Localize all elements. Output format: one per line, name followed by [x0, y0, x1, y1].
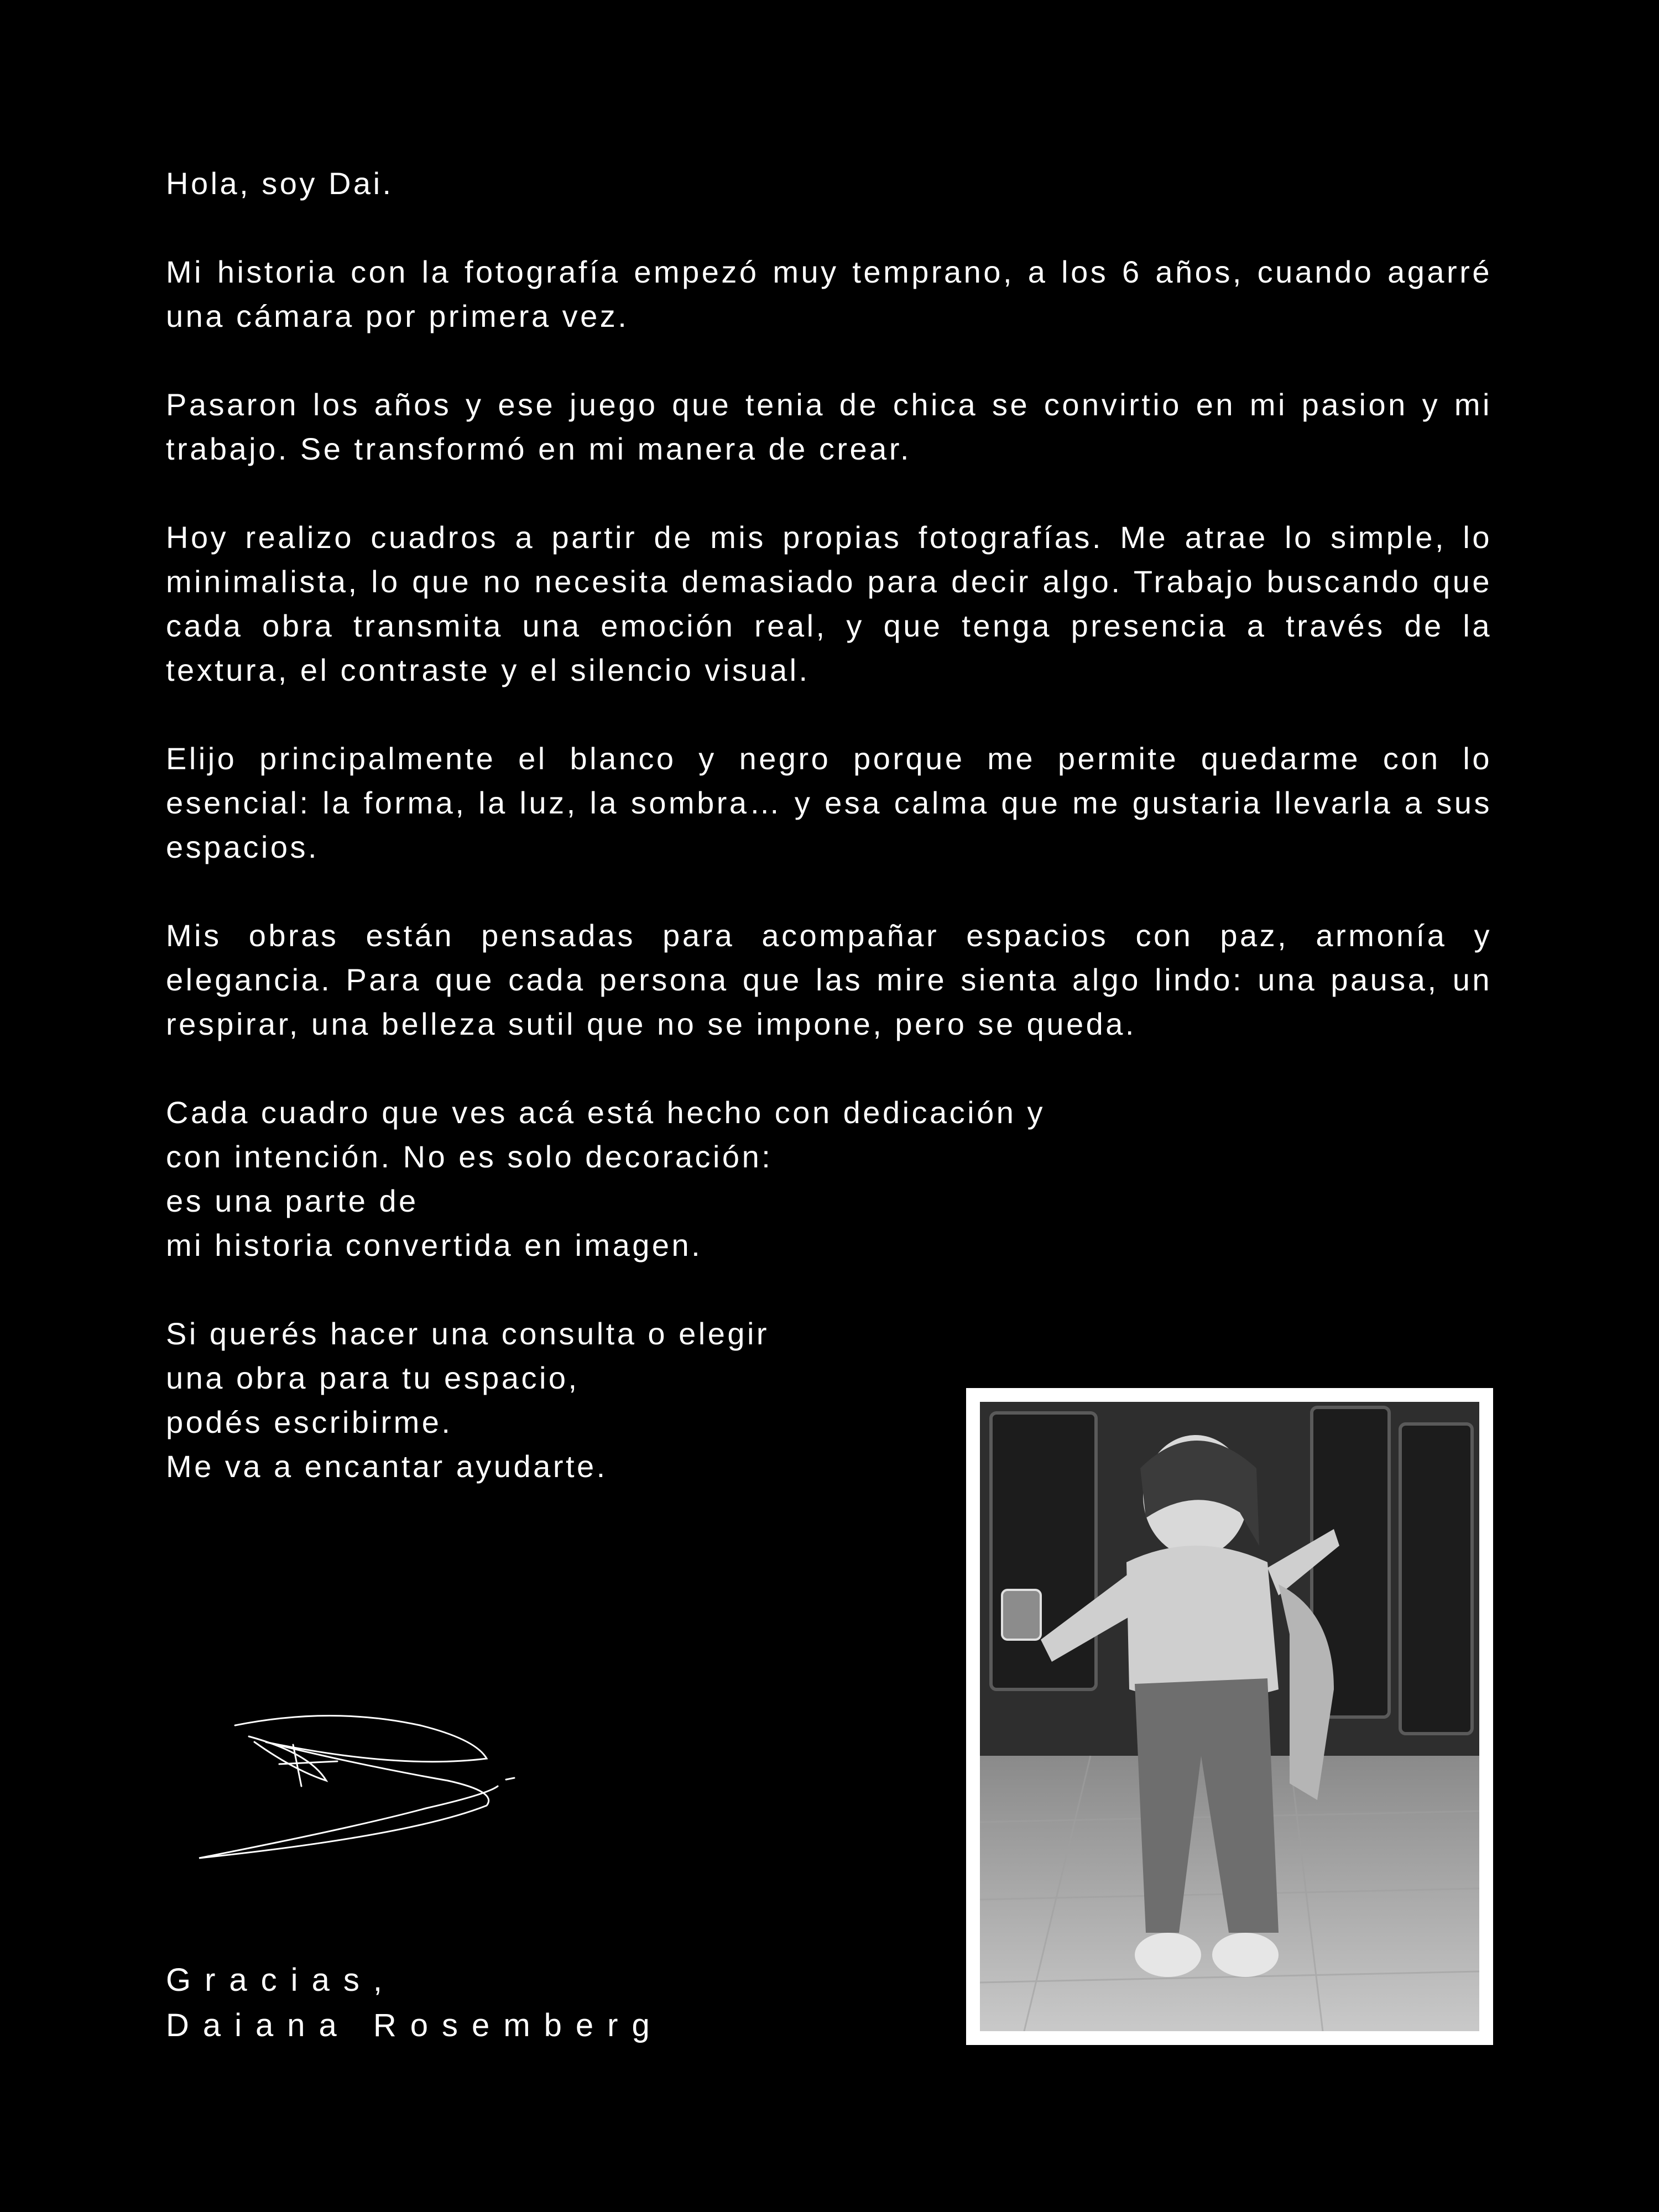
contact-line: podés escribirme.	[166, 1405, 453, 1439]
contact-line: Me va a encantar ayudarte.	[166, 1449, 608, 1484]
greeting: Hola, soy Dai.	[166, 166, 394, 201]
childhood-photo-frame	[966, 1388, 1493, 2045]
contact-line: Si querés hacer una consulta o elegir	[166, 1316, 770, 1351]
child-with-camera-photo	[980, 1402, 1479, 2031]
paragraph-1: Mi historia con la fotografía empezó muy temprano, a los 6 años, cuando agarré una cámara por primera vez.	[166, 254, 1492, 333]
childhood-photo	[980, 1402, 1479, 2031]
signature	[188, 1709, 586, 1869]
closing-name: Daiana Rosemberg	[166, 2007, 664, 2043]
paragraph-2: Pasaron los años y ese juego que tenia de chica se convirtio en mi pasion y mi trabajo. Se transformó en mi manera de crear.	[166, 387, 1492, 466]
paragraph-4: Elijo principalmente el blanco y negro porque me permite quedarme con lo esencial: la forma, la luz, la sombra… y esa calma que me gustaria llevarla a sus espacios.	[166, 741, 1492, 864]
dedication-paragraph	[166, 1091, 1492, 1267]
letter-body	[166, 161, 1492, 1533]
dedication-line: con intención. No es solo decoración:	[166, 1139, 773, 1174]
paragraph-3: Hoy realizo cuadros a partir de mis propias fotografías. Me atrae lo simple, lo minimalista, lo que no necesita demasiado para decir algo. Trabajo buscando que cada obra transmita una emoción real, y que tenga presencia a través de la textura, el contraste y el silencio visual.	[166, 520, 1492, 687]
paragraph-5: Mis obras están pensadas para acompañar espacios con paz, armonía y elegancia. Para que cada persona que las mire sienta algo lindo: una pausa, un respirar, una belleza sutil que no se impone, pero se queda.	[166, 918, 1492, 1041]
contact-line: una obra para tu espacio,	[166, 1360, 580, 1395]
dedication-line: mi historia convertida en imagen.	[166, 1228, 703, 1262]
dedication-line: Cada cuadro que ves acá está hecho con dedicación y	[166, 1095, 1045, 1130]
closing	[166, 1958, 664, 2048]
closing-thanks: Gracias,	[166, 1962, 396, 1998]
dedication-line: es una parte de	[166, 1183, 419, 1218]
